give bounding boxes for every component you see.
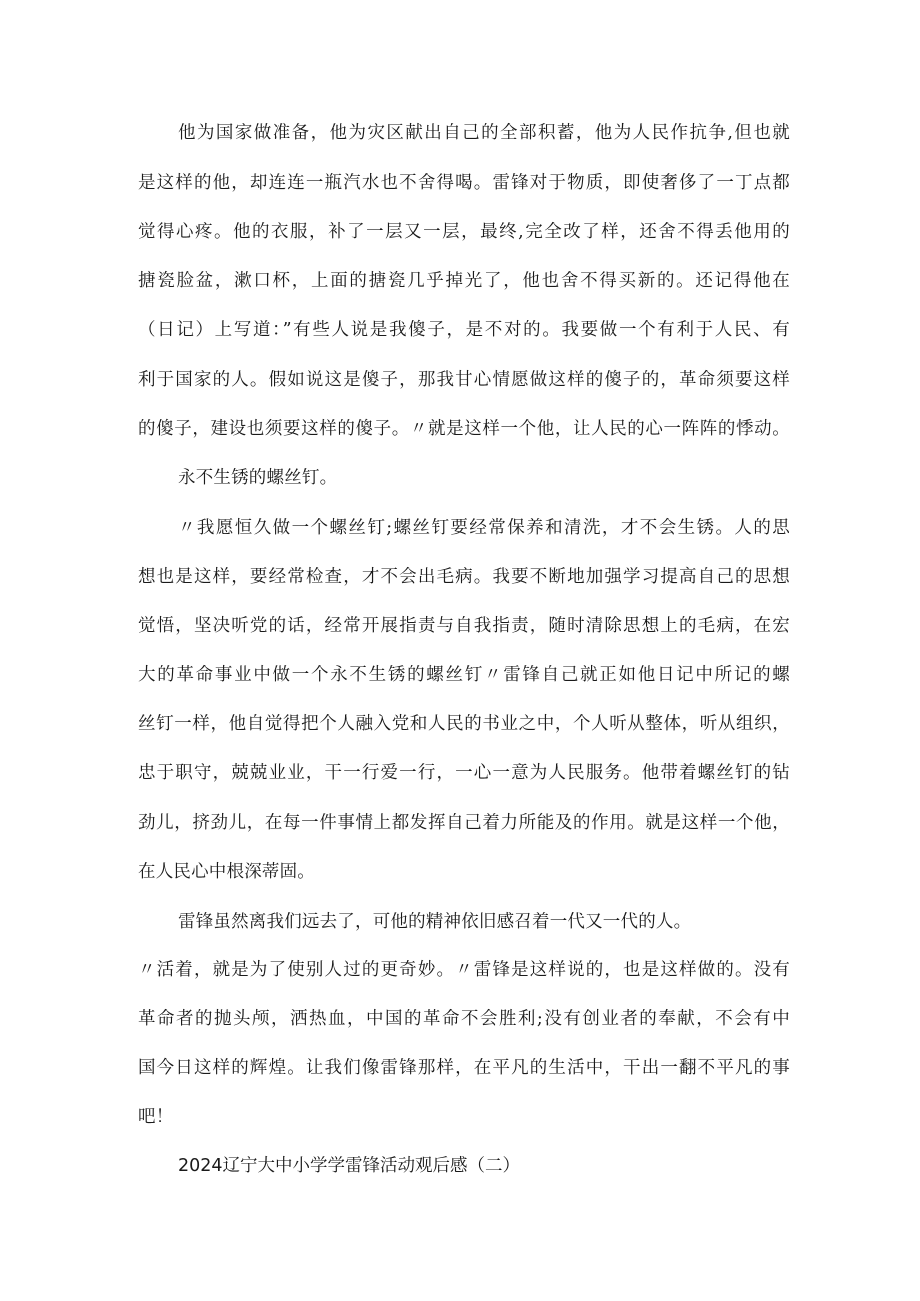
paragraph-2-line-3: 觉悟，坚决听党的话，经常开展指责与自我指责，随时清除思想上的毛病，在宏 xyxy=(138,616,790,636)
section-title: 永不生锈的螺丝钉。 xyxy=(178,468,338,488)
paragraph-1-line-7: 的傻子，建设也须要这样的傻子。〃就是这样一个他，让人民的心一阵阵的悸动。 xyxy=(138,419,790,439)
paragraph-3-line-5: 吧！ xyxy=(138,1107,174,1127)
paragraph-1-line-2: 是这样的他，却连连一瓶汽水也不舍得喝。雷锋对于物质，即使奢侈了一丁点都 xyxy=(138,173,790,193)
paragraph-3-line-3: 革命者的抛头颅，洒热血，中国的革命不会胜利;没有创业者的奉献，不会有中 xyxy=(138,1009,790,1029)
paragraph-1-line-6: 利于国家的人。假如说这是傻子，那我甘心情愿做这样的傻子的，革命须要这样 xyxy=(138,370,790,390)
paragraph-2-line-8: 在人民心中根深蒂固。 xyxy=(138,862,315,882)
paragraph-1-line-4: 搪瓷脸盆，漱口杯，上面的搪瓷几乎掉光了，他也舍不得买新的。还记得他在 xyxy=(138,271,790,291)
paragraph-2-line-2: 想也是这样，要经常检查，才不会出毛病。我要不断地加强学习提高自己的思想 xyxy=(138,567,790,587)
paragraph-2-line-7: 劲儿，挤劲儿，在每一件事情上都发挥自己着力所能及的作用。就是这样一个他， xyxy=(138,813,790,833)
paragraph-2-line-1: 〃我愿恒久做一个螺丝钉;螺丝钉要经常保养和清洗，才不会生锈。人的思 xyxy=(178,518,790,538)
paragraph-1-line-3: 觉得心疼。他的衣服，补了一层又一层，最终,完全改了样，还舍不得丢他用的 xyxy=(138,222,790,242)
paragraph-3-line-4: 国今日这样的辉煌。让我们像雷锋那样，在平凡的生活中，干出一翻不平凡的事 xyxy=(138,1058,790,1078)
paragraph-2-line-5: 丝钉一样，他自觉得把个人融入党和人民的书业之中，个人听从整体，听从组织， xyxy=(138,714,790,734)
next-article-title: 2024辽宁大中小学学雷锋活动观后感（二） xyxy=(178,1156,521,1176)
paragraph-1-line-1: 他为国家做准备，他为灾区献出自己的全部积蓄，他为人民作抗争,但也就 xyxy=(178,123,790,143)
paragraph-3-line-1: 雷锋虽然离我们远去了，可他的精神依旧感召着一代又一代的人。 xyxy=(178,912,692,932)
paragraph-3-line-2: 〃活着，就是为了使别人过的更奇妙。〃雷锋是这样说的，也是这样做的。没有 xyxy=(138,960,790,980)
paragraph-1-line-5: （日记）上写道：”有些人说是我傻子，是不对的。我要做一个有利于人民、有 xyxy=(138,320,790,340)
paragraph-2-line-6: 忠于职守，兢兢业业，干一行爱一行，一心一意为人民服务。他带着螺丝钉的钻 xyxy=(138,763,790,783)
paragraph-2-line-4: 大的革命事业中做一个永不生锈的螺丝钉〃雷锋自己就正如他日记中所记的螺 xyxy=(138,665,790,685)
